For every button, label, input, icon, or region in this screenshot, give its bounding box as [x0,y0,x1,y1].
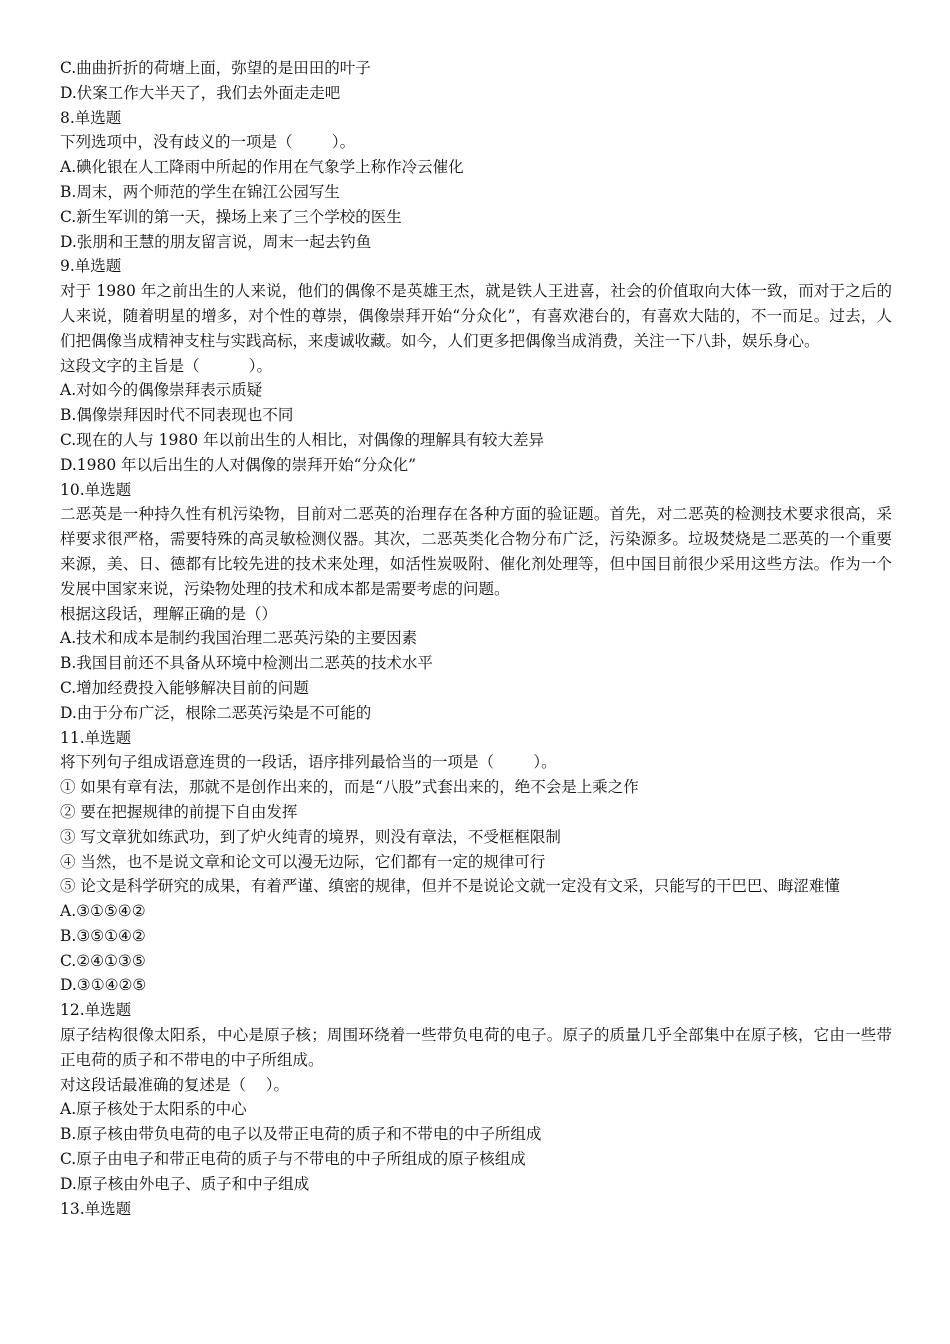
answer-option: C.②④①③⑤ [60,951,146,970]
question-header: 11.单选题 [60,728,132,747]
question-stem: 下列选项中，没有歧义的一项是（ ）。 [60,133,356,152]
question-header: 13.单选题 [60,1199,132,1218]
question-stem: 根据这段话，理解正确的是（） [60,604,278,623]
answer-option: B.偶像崇拜因时代不同表现也不同 [60,406,294,425]
answer-option: C.曲曲折折的荷塘上面，弥望的是田田的叶子 [60,59,371,77]
answer-option: A.③①⑤④② [60,902,146,921]
question-header: 12.单选题 [60,1001,132,1020]
passage-paragraph: 二恶英是一种持久性有机污染物，目前对二恶英的治理存在各种方面的验证题。首先，对二恶英的检测技术要求很高，采样要求很严格，需要特殊的高灵敏检测仪器。其次，二恶英类化合物分布广泛，污染源多。垃圾焚烧是二恶英的一个重要来源，美、日、德都有比较先进的技术来处理，如活性炭吸附、催化剂处理等，但中国目前很少采用这些方法。作为一个发展中国家来说，污染物处理的技术和成本都是需要考虑的问题。 [60,505,892,598]
answer-option: C.增加经费投入能够解决目前的问题 [60,678,309,697]
question-stem: 将下列句子组成语意连贯的一段话，语序排列最恰当的一项是（ ）。 [60,753,557,772]
passage-paragraph: 原子结构很像太阳系，中心是原子核；周围环绕着一些带负电荷的电子。原子的质量几乎全部集中在原子核，它由一些带正电荷的质子和不带电的中子所组成。 [60,1026,892,1069]
exam-document [60,56,892,1221]
answer-option: A.对如今的偶像崇拜表示质疑 [60,381,263,400]
question-header: 9.单选题 [60,257,122,276]
answer-option: A.碘化银在人工降雨中所起的作用在气象学上称作冷云催化 [60,158,464,177]
answer-option: D.原子核由外电子、质子和中子组成 [60,1174,310,1193]
sentence-item: ③ 写文章犹如练武功，到了炉火纯青的境界，则没有章法，不受框框限制 [60,827,561,846]
answer-option: A.原子核处于太阳系的中心 [60,1100,247,1119]
sentence-item: ② 要在把握规律的前提下自由发挥 [60,802,298,821]
answer-option: D.由于分布广泛，根除二恶英污染是不可能的 [60,703,372,722]
answer-option: D.伏案工作大半天了，我们去外面走走吧 [60,83,341,102]
question-stem: 这段文字的主旨是（ ）。 [60,356,273,375]
answer-option: C.现在的人与 1980 年以前出生的人相比，对偶像的理解具有较大差异 [60,430,545,449]
answer-option: C.原子由电子和带正电荷的质子与不带电的中子所组成的原子核组成 [60,1150,526,1169]
sentence-item: ④ 当然，也不是说文章和论文可以漫无边际，它们都有一定的规律可行 [60,852,546,871]
answer-option: A.技术和成本是制约我国治理二恶英污染的主要因素 [60,629,418,648]
answer-option: D.张朋和王慧的朋友留言说，周末一起去钓鱼 [60,232,372,251]
answer-option: B.我国目前还不具备从环境中检测出二恶英的技术水平 [60,654,433,673]
question-stem: 对这段话最准确的复述是（ ）。 [60,1075,289,1094]
sentence-item: ① 如果有章有法，那就不是创作出来的，而是“八股”式套出来的，绝不会是上乘之作 [60,778,639,797]
answer-option: D.③①④②⑤ [60,976,147,995]
passage-paragraph: 对于 1980 年之前出生的人来说，他们的偶像不是英雄王杰，就是铁人王进喜，社会的价值取向大体一致，而对于之后的人来说，随着明星的增多，对个性的尊崇，偶像崇拜开始“分众化”，有喜欢港台的，有喜欢大陆的，不一而足。过去，人们把偶像当成精神支柱与实践高标，来虔诚收藏。如今，人们更多把偶像当成消费，关注一下八卦，娱乐身心。 [60,282,892,350]
answer-option: C.新生军训的第一天，操场上来了三个学校的医生 [60,207,402,226]
passage-paragraph: ⑤ 论文是科学研究的成果，有着严谨、缜密的规律，但并不是说论文就一定没有文采，只能写的干巴巴、晦涩难懂 [60,877,840,896]
question-header: 8.单选题 [60,108,122,127]
answer-option: D.1980 年以后出生的人对偶像的崇拜开始“分众化” [60,455,417,474]
question-header: 10.单选题 [60,480,132,499]
answer-option: B.周末，两个师范的学生在锦江公园写生 [60,182,340,201]
answer-option: B.原子核由带负电荷的电子以及带正电荷的质子和不带电的中子所组成 [60,1125,542,1144]
answer-option: B.③⑤①④② [60,926,146,945]
